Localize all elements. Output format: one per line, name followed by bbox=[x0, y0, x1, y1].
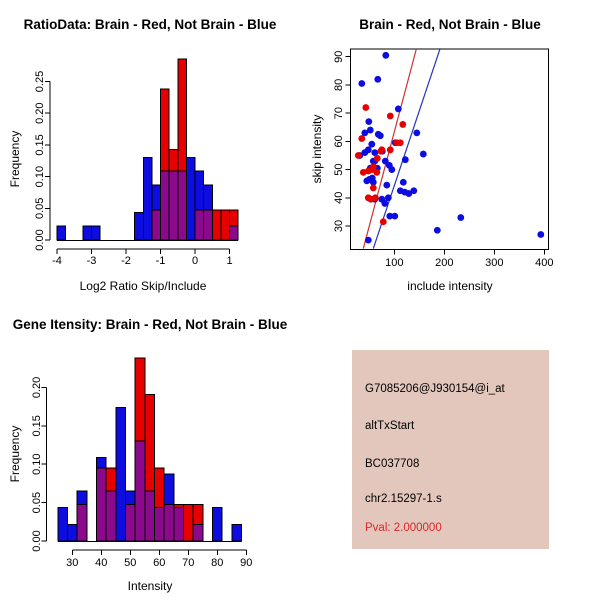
x-tick-label: 1 bbox=[226, 255, 233, 267]
histogram-bar-overlap bbox=[154, 508, 164, 541]
histogram-bar-overlap bbox=[169, 171, 178, 240]
histogram-bar-blue bbox=[67, 524, 77, 541]
histogram-bar-blue bbox=[116, 407, 126, 541]
histogram-bar-overlap bbox=[152, 210, 161, 240]
ratio-histogram-title: RatioData: Brain - Red, Not Brain - Blue bbox=[23, 17, 277, 32]
x-tick-label: 70 bbox=[182, 557, 195, 569]
scatter-point-brain bbox=[387, 113, 394, 120]
scatter-point-not-brain bbox=[358, 80, 365, 87]
scatter-point-not-brain bbox=[369, 175, 376, 182]
gene-intensity-histogram-ylabel: Frequency bbox=[8, 425, 22, 483]
histogram-bar-overlap bbox=[125, 504, 135, 541]
histogram-bar-blue bbox=[212, 508, 222, 541]
scatter-point-brain bbox=[378, 146, 385, 153]
histogram-bar-blue bbox=[232, 524, 242, 541]
intensity-scatter-plot bbox=[300, 0, 600, 300]
scatter-point-brain bbox=[355, 152, 362, 159]
y-tick-label: 0.05 bbox=[34, 197, 46, 220]
accession-text: BC037708 bbox=[365, 458, 420, 470]
y-tick-label: 0.10 bbox=[34, 165, 46, 188]
histogram-bar-blue bbox=[57, 226, 66, 240]
y-tick-label: 0.00 bbox=[31, 530, 43, 552]
x-tick-label: -3 bbox=[86, 255, 97, 267]
scatter-point-not-brain bbox=[383, 182, 390, 189]
scatter-point-brain bbox=[370, 163, 377, 170]
histogram-bar-red bbox=[221, 210, 230, 240]
histogram-bar-blue bbox=[186, 157, 195, 240]
scatter-point-not-brain bbox=[361, 149, 368, 156]
scatter-point-brain bbox=[397, 139, 404, 146]
y-tick-label: 0.20 bbox=[31, 376, 43, 399]
histogram-bar-blue bbox=[135, 212, 144, 240]
scatter-point-not-brain bbox=[386, 162, 393, 169]
y-tick-label: 90 bbox=[333, 50, 345, 63]
probe-id-text: G7085206@J930154@i_at bbox=[365, 383, 505, 395]
histogram-bar-overlap bbox=[193, 524, 203, 541]
scatter-point-not-brain bbox=[410, 187, 417, 194]
histogram-bar-overlap bbox=[195, 210, 204, 240]
histogram-bar-overlap bbox=[135, 441, 145, 541]
scatter-point-brain bbox=[362, 104, 369, 111]
scatter-point-not-brain bbox=[401, 189, 408, 196]
scatter-point-not-brain bbox=[368, 141, 375, 148]
y-tick-label: 0.25 bbox=[34, 70, 46, 93]
histogram-bar-overlap bbox=[96, 468, 106, 541]
scatter-point-brain bbox=[399, 121, 406, 128]
histogram-bar-overlap bbox=[178, 171, 187, 240]
scatter-point-brain bbox=[374, 155, 381, 162]
x-tick-label: 300 bbox=[485, 257, 504, 269]
scatter-point-not-brain bbox=[382, 52, 389, 59]
y-tick-label: 60 bbox=[333, 135, 345, 148]
scatter-point-not-brain bbox=[537, 231, 544, 238]
histogram-bar-blue bbox=[143, 157, 152, 240]
scatter-point-not-brain bbox=[391, 213, 398, 220]
gene-info-panel bbox=[300, 300, 600, 600]
gene-intensity-histogram-title: Gene Itensity: Brain - Red, Not Brain - Blue bbox=[12, 317, 288, 332]
scatter-point-not-brain bbox=[434, 227, 441, 234]
histogram-bar-overlap bbox=[230, 226, 239, 240]
histogram-bar-red bbox=[212, 210, 221, 240]
x-tick-label: 80 bbox=[211, 557, 224, 569]
x-tick-label: 100 bbox=[385, 257, 404, 269]
y-tick-label: 0.10 bbox=[31, 453, 43, 475]
x-tick-label: 200 bbox=[435, 257, 454, 269]
scatter-point-brain bbox=[358, 135, 365, 142]
histogram-bar-overlap bbox=[161, 171, 170, 240]
y-tick-label: 0.05 bbox=[31, 491, 43, 514]
scatter-point-not-brain bbox=[381, 200, 388, 207]
y-tick-label: 70 bbox=[333, 107, 345, 120]
y-tick-label: 30 bbox=[333, 219, 345, 233]
ratio-histogram-xlabel: Log2 Ratio Skip/Include bbox=[79, 279, 207, 293]
intensity-scatter-xlabel: include intensity bbox=[407, 279, 493, 293]
ratio-histogram-plot bbox=[0, 0, 300, 300]
gene-intensity-histogram-panel bbox=[0, 300, 300, 600]
scatter-point-not-brain bbox=[365, 237, 372, 244]
histogram-bar-blue bbox=[83, 226, 92, 240]
histogram-bar-overlap bbox=[174, 508, 184, 541]
histogram-bar-overlap bbox=[204, 210, 213, 240]
scatter-point-brain bbox=[387, 146, 394, 153]
gene-intensity-histogram-xlabel: Intensity bbox=[127, 579, 173, 593]
y-tick-label: 40 bbox=[333, 191, 345, 204]
histogram-bar-blue bbox=[58, 508, 68, 541]
scatter-point-not-brain bbox=[377, 132, 384, 139]
gene-intensity-histogram-plot bbox=[0, 300, 300, 600]
histogram-bar-overlap bbox=[164, 504, 174, 541]
x-tick-label: 50 bbox=[124, 557, 137, 569]
scatter-point-not-brain bbox=[420, 151, 427, 158]
scatter-point-not-brain bbox=[457, 214, 464, 221]
intensity-scatter-panel bbox=[300, 0, 600, 300]
x-tick-label: 400 bbox=[535, 257, 554, 269]
not-brain-fit-line bbox=[373, 29, 447, 249]
scatter-point-brain bbox=[370, 185, 377, 192]
y-tick-label: 0.00 bbox=[34, 229, 46, 251]
scatter-point-not-brain bbox=[413, 129, 420, 136]
scatter-point-not-brain bbox=[385, 194, 392, 201]
histogram-bar-overlap bbox=[77, 504, 87, 541]
scatter-point-not-brain bbox=[402, 156, 409, 163]
intensity-scatter-title: Brain - Red, Not Brain - Blue bbox=[359, 17, 541, 32]
histogram-bar-red bbox=[183, 504, 193, 541]
x-tick-label: -4 bbox=[52, 255, 62, 267]
ratio-histogram-panel bbox=[0, 0, 300, 300]
x-tick-label: -1 bbox=[155, 255, 166, 267]
event-type-text: altTxStart bbox=[365, 420, 415, 432]
intensity-scatter-ylabel: skip intensity bbox=[310, 114, 324, 184]
x-tick-label: -2 bbox=[121, 255, 131, 267]
scatter-point-brain bbox=[373, 169, 380, 176]
y-tick-label: 80 bbox=[333, 78, 345, 92]
histogram-bar-overlap bbox=[145, 491, 155, 541]
x-tick-label: 0 bbox=[191, 255, 199, 267]
pval-text: Pval: 2.000000 bbox=[365, 522, 442, 534]
y-tick-label: 0.15 bbox=[31, 415, 43, 437]
x-tick-label: 30 bbox=[66, 557, 79, 569]
scatter-point-brain bbox=[380, 218, 387, 225]
histogram-bar-overlap bbox=[106, 491, 116, 541]
x-tick-label: 40 bbox=[95, 557, 108, 569]
y-tick-label: 50 bbox=[333, 163, 345, 176]
x-tick-label: 90 bbox=[240, 557, 253, 569]
y-tick-label: 0.15 bbox=[34, 134, 46, 156]
gene-info-box bbox=[352, 350, 549, 549]
ratio-histogram-ylabel: Frequency bbox=[8, 130, 22, 188]
scatter-point-brain bbox=[365, 194, 372, 201]
scatter-point-not-brain bbox=[395, 106, 402, 113]
chromosome-location-text: chr2.15297-1.s bbox=[365, 493, 442, 505]
histogram-bar-blue bbox=[92, 226, 101, 240]
x-tick-label: 60 bbox=[153, 557, 166, 569]
scatter-point-not-brain bbox=[365, 118, 372, 125]
scatter-point-not-brain bbox=[374, 76, 381, 83]
y-tick-label: 0.20 bbox=[34, 102, 46, 124]
scatter-point-not-brain bbox=[400, 179, 407, 186]
